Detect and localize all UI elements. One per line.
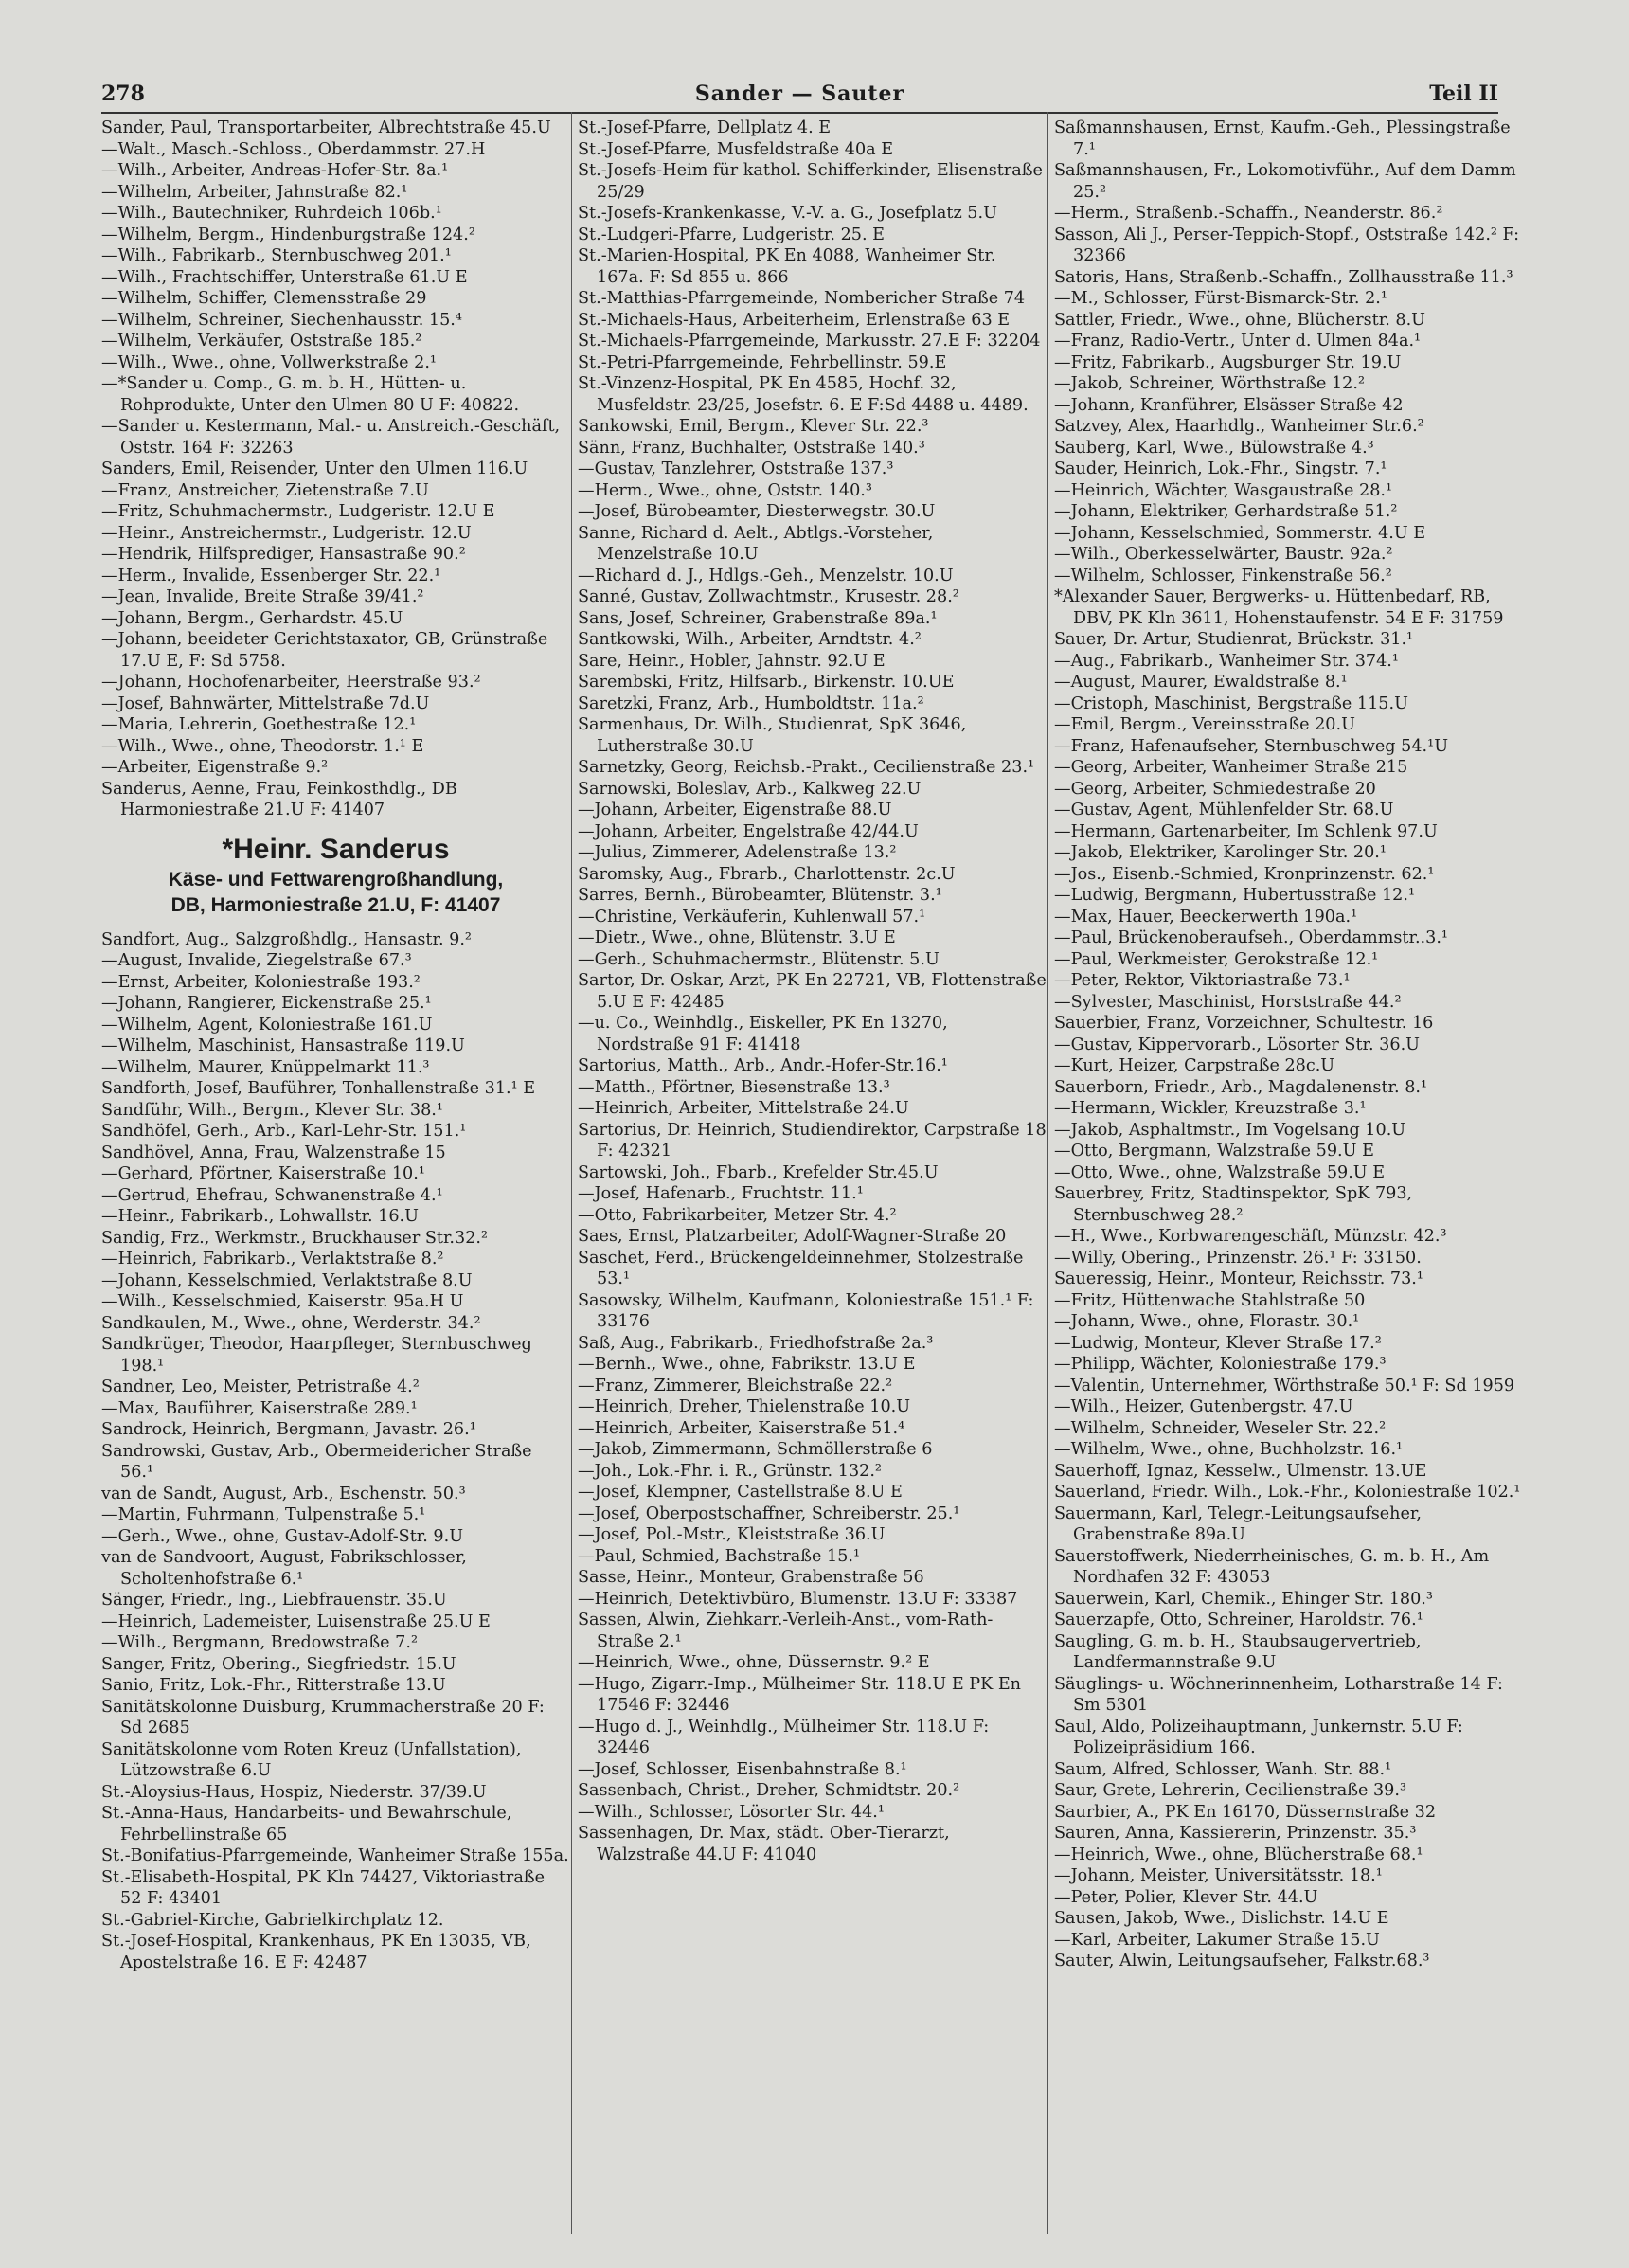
directory-entry: —Gustav, Agent, Mühlenfelder Str. 68.U <box>1054 801 1394 819</box>
directory-entry: —Johann, Arbeiter, Engelstraße 42/44.U <box>578 821 919 841</box>
directory-entry: —*Sander u. Comp., G. m. b. H., Hütten- u. Rohprodukte, Unter den Ulmen 80 U F: 40822. <box>101 374 520 415</box>
directory-entry: —Wilhelm, Schreiner, Siechenhausstr. 15.⁴ <box>101 310 462 330</box>
directory-entry: —Georg, Arbeiter, Wanheimer Straße 215 <box>1054 758 1408 777</box>
directory-entry: Saretzki, Franz, Arb., Humboldtstr. 11a.² <box>578 693 924 713</box>
directory-entry: —u. Co., Weinhdlg., Eiskeller, PK En 13270, Nordstraße 91 F: 41418 <box>578 1014 948 1054</box>
directory-entry: —Gerh., Wwe., ohne, Gustav-Adolf-Str. 9.U <box>101 1526 464 1546</box>
directory-entry: —Heinrich, Arbeiter, Kaiserstraße 51.⁴ <box>578 1418 905 1438</box>
directory-entry: St.-Josefs-Heim für kathol. Schifferkinder, Elisenstraße 25/29 <box>578 161 1043 202</box>
directory-entry: Sandführ, Wilh., Bergm., Klever Str. 38.¹ <box>101 1100 443 1120</box>
directory-entry: Sandrowski, Gustav, Arb., Obermeidericher Straße 56.¹ <box>101 1441 532 1482</box>
directory-entry: Saum, Alfred, Schlosser, Wanh. Str. 88.¹ <box>1054 1759 1392 1779</box>
directory-entry: *Alexander Sauer, Bergwerks- u. Hüttenbedarf, RB, DBV, PK Kln 3611, Hohenstaufenstr. 54 E F: 31759 <box>1054 587 1504 628</box>
directory-entry: —Gustav, Tanzlehrer, Oststraße 137.³ <box>578 459 894 478</box>
ad-business-line: Käse- und Fettwarengroßhandlung, <box>168 868 504 891</box>
directory-entry: Sander, Paul, Transportarbeiter, Albrechtstraße 45.U <box>101 118 551 137</box>
directory-entry: —Josef, Pol.-Mstr., Kleiststraße 36.U <box>578 1525 886 1544</box>
directory-entry: —Paul, Brückenoberaufseh., Oberdammstr..3.¹ <box>1054 928 1448 947</box>
directory-entry: —Aug., Fabrikarb., Wanheimer Str. 374.¹ <box>1054 651 1399 671</box>
directory-entry: Sauter, Alwin, Leitungsaufseher, Falkstr.68.³ <box>1054 1952 1430 1971</box>
directory-entry: Sanders, Emil, Reisender, Unter den Ulmen 116.U <box>101 459 528 478</box>
directory-entry: St.-Josef-Pfarre, Musfeldstraße 40a E <box>578 139 894 159</box>
directory-entry: —Herm., Invalide, Essenberger Str. 22.¹ <box>101 566 441 585</box>
directory-entry: St.-Matthias-Pfarrgemeinde, Nombericher Straße 74 <box>578 289 1026 308</box>
directory-entry: —Joh., Lok.-Fhr. i. R., Grünstr. 132.² <box>578 1461 882 1481</box>
directory-entry: —Johann, Wwe., ohne, Florastr. 30.¹ <box>1054 1312 1360 1331</box>
part-label: Teil II <box>1429 81 1498 106</box>
directory-entry: Sausen, Jakob, Wwe., Dislichstr. 14.U E <box>1054 1909 1389 1928</box>
directory-entry: —Peter, Polier, Klever Str. 44.U <box>1054 1887 1318 1907</box>
directory-entry: —Jakob, Elektriker, Karolinger Str. 20.¹ <box>1054 843 1387 862</box>
directory-entry: Sarres, Bernh., Bürobeamter, Blütenstr. 3.¹ <box>578 886 942 905</box>
directory-entry: Sandkaulen, M., Wwe., ohne, Werderstr. 34.² <box>101 1313 481 1333</box>
directory-entry: —Wilh., Kesselschmied, Kaiserstr. 95a.H U <box>101 1292 464 1311</box>
page-title: Sander — Sauter <box>694 81 905 106</box>
directory-entry: St.-Michaels-Haus, Arbeiterheim, Erlenstraße 63 E <box>578 310 1011 330</box>
directory-entry: Sare, Heinr., Hobler, Jahnstr. 92.U E <box>578 651 886 671</box>
directory-entry: —Johann, Arbeiter, Eigenstraße 88.U <box>578 801 892 819</box>
directory-entry: Sauerhoff, Ignaz, Kesselw., Ulmenstr. 13.UE <box>1054 1461 1427 1481</box>
directory-entry: —Wilh., Arbeiter, Andreas-Hofer-Str. 8a.¹ <box>101 161 449 180</box>
directory-entry: Sanne, Richard d. Aelt., Abtlgs.-Vorsteher, Menzelstraße 10.U <box>578 523 934 564</box>
page-header <box>101 81 1498 114</box>
directory-entry: —H., Wwe., Korbwarengeschäft, Münzstr. 42.³ <box>1054 1227 1447 1246</box>
directory-entry: —Franz, Hafenaufseher, Sternbuschweg 54.¹U <box>1054 736 1449 756</box>
directory-entry: —Cristoph, Maschinist, Bergstraße 115.U <box>1054 693 1408 713</box>
directory-entry: St.-Bonifatius-Pfarrgemeinde, Wanheimer Straße 155a. <box>101 1846 569 1865</box>
directory-entry: —Georg, Arbeiter, Schmiedestraße 20 <box>1054 779 1376 799</box>
directory-entry: —Philipp, Wächter, Koloniestraße 179.³ <box>1054 1355 1387 1374</box>
directory-entry: —Peter, Rektor, Viktoriastraße 73.¹ <box>1054 971 1351 990</box>
directory-entry: Satzvey, Alex, Haarhdlg., Wanheimer Str.6.² <box>1054 417 1424 436</box>
directory-entry: —Paul, Werkmeister, Gerokstraße 12.¹ <box>1054 949 1379 969</box>
directory-entry: —Ludwig, Bergmann, Hubertusstraße 12.¹ <box>1054 886 1416 905</box>
directory-entry: van de Sandvoort, August, Fabrikschlosser, Scholtenhofstraße 6.¹ <box>101 1548 467 1589</box>
directory-entry: —Hugo, Zigarr.-Imp., Mülheimer Str. 118.U E PK En 17546 F: 32446 <box>578 1674 1022 1715</box>
directory-entry: —Wilh., Fabrikarb., Sternbuschweg 201.¹ <box>101 246 452 265</box>
directory-entry: —August, Maurer, Ewaldstraße 8.¹ <box>1054 673 1348 692</box>
directory-entry: —Max, Hauer, Beeckerwerth 190a.¹ <box>1054 907 1358 927</box>
directory-entry: —Jakob, Zimmermann, Schmöllerstraße 6 <box>578 1440 933 1459</box>
directory-entry: —Otto, Bergmann, Walzstraße 59.U E <box>1054 1142 1374 1161</box>
directory-entry: —Martin, Fuhrmann, Tulpenstraße 5.¹ <box>101 1505 426 1524</box>
directory-entry: —Heinr., Fabrikarb., Lohwallstr. 16.U <box>101 1207 419 1226</box>
directory-entry: Sarnowski, Boleslav, Arb., Kalkweg 22.U <box>578 779 922 799</box>
directory-entry: —Emil, Bergm., Vereinsstraße 20.U <box>1054 715 1355 734</box>
directory-entry: —Heinrich, Wwe., ohne, Blücherstraße 68.¹ <box>1054 1845 1423 1864</box>
column-2-entries <box>578 117 1047 1865</box>
directory-entry: St.-Michaels-Pfarrgemeinde, Markusstr. 27.E F: 32204 <box>578 332 1041 351</box>
directory-entry: Sasson, Ali J., Perser-Teppich-Stopf., Oststraße 142.² F: 32366 <box>1054 225 1520 265</box>
directory-entry: —Wilhelm, Schlosser, Finkenstraße 56.² <box>1054 566 1392 585</box>
column-2 <box>578 117 1047 2240</box>
directory-entry: Sänger, Friedr., Ing., Liebfrauenstr. 35.U <box>101 1591 447 1610</box>
directory-entry: Sauermann, Karl, Telegr.-Leitungsaufseher, Grabenstraße 89a.U <box>1054 1503 1422 1544</box>
directory-entry: St.-Josef-Hospital, Krankenhaus, PK En 13035, VB, Apostelstraße 16. E F: 42487 <box>101 1932 531 1972</box>
directory-entry: St.-Anna-Haus, Handarbeits- und Bewahrschule, Fehrbellinstraße 65 <box>101 1804 512 1845</box>
directory-entry: Saurbier, A., PK En 16170, Düssernstraße 32 <box>1054 1802 1437 1822</box>
directory-entry: —Johann, Rangierer, Eickenstraße 25.¹ <box>101 994 432 1013</box>
directory-entry: —Wilhelm, Maurer, Knüppelmarkt 11.³ <box>101 1057 430 1077</box>
directory-entry: Saueressig, Heinr., Monteur, Reichsstr. 73.¹ <box>1054 1269 1423 1288</box>
directory-entry: —Gustav, Kippervorarb., Lösorter Str. 36.U <box>1054 1035 1420 1054</box>
directory-entry: —Wilh., Schlosser, Lösorter Str. 44.¹ <box>578 1802 885 1822</box>
directory-entry: Saur, Grete, Lehrerin, Cecilienstraße 39.³ <box>1054 1781 1407 1800</box>
directory-entry: Sauerzapfe, Otto, Schreiner, Haroldstr. 76.¹ <box>1054 1611 1423 1629</box>
directory-entry: —Richard d. J., Hdlgs.-Geh., Menzelstr. 10.U <box>578 566 954 585</box>
directory-entry: —Jakob, Schreiner, Wörthstraße 12.² <box>1054 374 1366 393</box>
directory-entry: —Ernst, Arbeiter, Koloniestraße 193.² <box>101 972 421 992</box>
directory-entry: —Fritz, Hüttenwache Stahlstraße 50 <box>1054 1290 1366 1310</box>
directory-entry: —Heinr., Anstreichermstr., Ludgeristr. 12.U <box>101 523 472 543</box>
directory-entry: —Herm., Wwe., ohne, Oststr. 140.³ <box>578 480 872 500</box>
directory-entry: Sauren, Anna, Kassiererin, Prinzenstr. 35.³ <box>1054 1824 1417 1843</box>
directory-entry: —Johann, Kesselschmied, Verlaktstraße 8.U <box>101 1270 473 1290</box>
directory-entry: —Josef, Bürobeamter, Diesterwegstr. 30.U <box>578 502 936 521</box>
directory-entry: —Fritz, Fabrikarb., Augsburger Str. 19.U <box>1054 352 1402 372</box>
directory-entry: —Wilhelm, Verkäufer, Oststraße 185.² <box>101 332 422 351</box>
directory-entry: St.-Vinzenz-Hospital, PK En 4585, Hochf. 32, Musfeldstr. 23/25, Josefstr. 6. E F:Sd 4488 u. 4489. <box>578 374 1029 415</box>
directory-entry: —Walt., Masch.-Schloss., Oberdammstr. 27.H <box>101 139 486 159</box>
column-1-entries-top <box>101 117 570 821</box>
ad-address-line: DB, Harmoniestraße 21.U, F: 41407 <box>170 893 501 916</box>
directory-entry: —Jakob, Asphaltmstr., Im Vogelsang 10.U <box>1054 1120 1406 1140</box>
directory-entry: Sauer, Dr. Artur, Studienrat, Brückstr. 31.¹ <box>1054 630 1414 649</box>
directory-entry: Sauerstoffwerk, Niederrheinisches, G. m. b. H., Am Nordhafen 32 F: 43053 <box>1054 1546 1490 1587</box>
directory-entry: Sankowski, Emil, Bergm., Klever Str. 22.³ <box>578 417 929 436</box>
directory-entry: Sänn, Franz, Buchhalter, Oststraße 140.³ <box>578 438 925 458</box>
directory-entry: St.-Josef-Pfarre, Dellplatz 4. E <box>578 118 832 137</box>
directory-entry: Sandig, Frz., Werkmstr., Bruckhauser Str.32.² <box>101 1228 489 1248</box>
directory-entry: St.-Josefs-Krankenkasse, V.-V. a. G., Josefplatz 5.U <box>578 204 997 223</box>
directory-entry: Sanitätskolonne Duisburg, Krummacherstraße 20 F: Sd 2685 <box>101 1697 545 1737</box>
directory-entry: —Maria, Lehrerin, Goethestraße 12.¹ <box>101 715 417 734</box>
directory-entry: Sandrock, Heinrich, Bergmann, Javastr. 26.¹ <box>101 1420 476 1439</box>
directory-entry: Sanio, Fritz, Lok.-Fhr., Ritterstraße 13.U <box>101 1676 446 1695</box>
header-rule <box>101 112 1498 114</box>
directory-entry: —Bernh., Wwe., ohne, Fabrikstr. 13.U E <box>578 1355 916 1374</box>
directory-entry: Saugling, G. m. b. H., Staubsaugervertrieb, Landfermannstraße 9.U <box>1054 1631 1422 1672</box>
directory-entry: Sarembski, Fritz, Hilfsarb., Birkenstr. 10.UE <box>578 673 955 692</box>
directory-entry: —Wilh., Frachtschiffer, Unterstraße 61.U E <box>101 267 468 287</box>
directory-entry: —Fritz, Schuhmachermstr., Ludgeristr. 12.U E <box>101 502 495 521</box>
directory-entry: Sassen, Alwin, Ziehkarr.-Verleih-Anst., vom-Rath-Straße 2.¹ <box>578 1611 994 1651</box>
directory-entry: Sarnetzky, Georg, Reichsb.-Prakt., Cecilienstraße 23.¹ <box>578 758 1035 777</box>
directory-entry: —Gerh., Schuhmachermstr., Blütenstr. 5.U <box>578 949 940 969</box>
directory-entry: —Sylvester, Maschinist, Horststraße 44.² <box>1054 992 1402 1012</box>
directory-entry: Sanitätskolonne vom Roten Kreuz (Unfallstation), Lützowstraße 6.U <box>101 1739 522 1780</box>
directory-entry: Sauerland, Friedr. Wilh., Lok.-Fhr., Koloniestraße 102.¹ <box>1054 1483 1521 1502</box>
directory-entry: —Ludwig, Monteur, Klever Straße 17.² <box>1054 1333 1382 1353</box>
directory-entry: —Otto, Wwe., ohne, Walzstraße 59.U E <box>1054 1162 1386 1182</box>
directory-entry: —Gerhard, Pförtner, Kaiserstraße 10.¹ <box>101 1164 425 1183</box>
directory-entry: van de Sandt, August, Arb., Eschenstr. 50.³ <box>101 1484 466 1503</box>
directory-entry: Sartorius, Dr. Heinrich, Studiendirektor, Carpstraße 18 F: 42321 <box>578 1120 1047 1161</box>
directory-entry: —Wilhelm, Agent, Koloniestraße 161.U <box>101 1015 433 1035</box>
directory-entry: —Wilhelm, Bergm., Hindenburgstraße 124.² <box>101 225 475 244</box>
directory-entry: Sauerbier, Franz, Vorzeichner, Schultestr. 16 <box>1054 1014 1434 1033</box>
directory-entry: —Wilh., Bergmann, Bredowstraße 7.² <box>101 1633 419 1652</box>
directory-entry: —Dietr., Wwe., ohne, Blütenstr. 3.U E <box>578 928 896 947</box>
directory-entry: —Johann, Bergm., Gerhardstr. 45.U <box>101 608 403 628</box>
directory-entry: Sans, Josef, Schreiner, Grabenstraße 89a.¹ <box>578 608 938 628</box>
directory-entry: —Julius, Zimmerer, Adelenstraße 13.² <box>578 843 897 862</box>
directory-entry: —Heinrich, Wächter, Wasgaustraße 28.¹ <box>1054 480 1393 500</box>
directory-entry: Saul, Aldo, Polizeihauptmann, Junkernstr. 5.U F: Polizeipräsidium 166. <box>1054 1717 1463 1757</box>
directory-entry: —Wilh., Heizer, Gutenbergstr. 47.U <box>1054 1397 1353 1416</box>
directory-entry: Sanderus, Aenne, Frau, Feinkosthdlg., DB Harmoniestraße 21.U F: 41407 <box>101 779 457 819</box>
directory-entry: —Josef, Klempner, Castellstraße 8.U E <box>578 1483 903 1502</box>
directory-entry: Sartor, Dr. Oskar, Arzt, PK En 22721, VB, Flottenstraße 5.U E F: 42485 <box>578 971 1047 1012</box>
directory-entry: —Johann, Kesselschmied, Sommerstr. 4.U E <box>1054 523 1426 543</box>
directory-entry: Santkowski, Wilh., Arbeiter, Arndtstr. 4.² <box>578 630 922 649</box>
directory-entry: —Wilh., Bautechniker, Ruhrdeich 106b.¹ <box>101 204 442 223</box>
directory-entry: —Karl, Arbeiter, Lakumer Straße 15.U <box>1054 1930 1380 1950</box>
advertisement <box>101 833 570 918</box>
directory-entry: —Josef, Schlosser, Eisenbahnstraße 8.¹ <box>578 1759 907 1779</box>
directory-entry: Saßmannshausen, Fr., Lokomotivführ., Auf dem Damm 25.² <box>1054 161 1516 202</box>
directory-entry: —Wilhelm, Schneider, Weseler Str. 22.² <box>1054 1418 1387 1438</box>
directory-entry: —Wilh., Wwe., ohne, Vollwerkstraße 2.¹ <box>101 352 437 372</box>
column-1-entries-bottom <box>101 929 570 1974</box>
directory-entry: Sanné, Gustav, Zollwachtmstr., Krusestr. 28.² <box>578 587 959 606</box>
directory-entry: Säuglings- u. Wöchnerinnenheim, Lotharstraße 14 F: Sm 5301 <box>1054 1674 1503 1715</box>
column-3-entries <box>1054 117 1523 1972</box>
directory-entry: —Johann, Meister, Universitätsstr. 18.¹ <box>1054 1866 1383 1885</box>
directory-entry: —Matth., Pförtner, Biesenstraße 13.³ <box>578 1077 890 1097</box>
directory-entry: Sarmenhaus, Dr. Wilh., Studienrat, SpK 3646, Lutherstraße 30.U <box>578 715 967 756</box>
directory-entry: —Johann, Kranführer, Elsässer Straße 42 <box>1054 395 1404 415</box>
column-3 <box>1054 117 1523 2240</box>
directory-entry: —Paul, Schmied, Bachstraße 15.¹ <box>578 1546 861 1566</box>
directory-entry: —Heinrich, Lademeister, Luisenstraße 25.U E <box>101 1611 491 1631</box>
directory-entry: —Otto, Fabrikarbeiter, Metzer Str. 4.² <box>578 1205 897 1225</box>
directory-entry: —Johann, Hochofenarbeiter, Heerstraße 93.² <box>101 673 481 692</box>
directory-entry: Saßmannshausen, Ernst, Kaufm.-Geh., Plessingstraße 7.¹ <box>1054 118 1511 159</box>
directory-entry: —Hermann, Wickler, Kreuzstraße 3.¹ <box>1054 1099 1367 1118</box>
directory-entry: —Wilh., Wwe., ohne, Theodorstr. 1.¹ E <box>101 736 424 756</box>
directory-entry: —Wilhelm, Schiffer, Clemensstraße 29 <box>101 289 427 308</box>
directory-entry: Sauberg, Karl, Wwe., Bülowstraße 4.³ <box>1054 438 1374 458</box>
directory-entry: —Franz, Radio-Vertr., Unter d. Ulmen 84a.¹ <box>1054 332 1422 351</box>
directory-entry: Sattler, Friedr., Wwe., ohne, Blücherstr. 8.U <box>1054 310 1426 330</box>
directory-entry: —Franz, Anstreicher, Zietenstraße 7.U <box>101 480 429 500</box>
directory-entry: —Christine, Verkäuferin, Kuhlenwall 57.¹ <box>578 907 926 927</box>
directory-entry: St.-Aloysius-Haus, Hospiz, Niederstr. 37/39.U <box>101 1782 487 1802</box>
directory-entry: Sauerbrey, Fritz, Stadtinspektor, SpK 793, Sternbuschweg 28.² <box>1054 1184 1413 1225</box>
directory-entry: —Jean, Invalide, Breite Straße 39/41.² <box>101 587 424 606</box>
directory-entry: Sasse, Heinr., Monteur, Grabenstraße 56 <box>578 1568 924 1587</box>
directory-entry: —Josef, Hafenarb., Fruchtstr. 11.¹ <box>578 1184 864 1203</box>
directory-entry: —Johann, beeideter Gerichtstaxator, GB, Grünstraße 17.U E, F: Sd 5758. <box>101 630 548 671</box>
directory-entry: Sassenhagen, Dr. Max, städt. Ober-Tierarzt, Walzstraße 44.U F: 41040 <box>578 1824 950 1864</box>
directory-entry: —Hendrik, Hilfsprediger, Hansastraße 90.² <box>101 545 466 564</box>
directory-entry: Saschet, Ferd., Brückengeldeinnehmer, Stolzestraße 53.¹ <box>578 1248 1024 1288</box>
directory-entry: —Sander u. Kestermann, Mal.- u. Anstreich.-Geschäft, Oststr. 164 F: 32263 <box>101 417 561 458</box>
column-1 <box>101 117 570 2240</box>
directory-entry: —Franz, Zimmerer, Bleichstraße 22.² <box>578 1376 893 1395</box>
directory-entry: —Hugo d. J., Weinhdlg., Mülheimer Str. 118.U F: 32446 <box>578 1717 990 1757</box>
directory-entry: —Jos., Eisenb.-Schmied, Kronprinzenstr. 62.¹ <box>1054 864 1435 884</box>
directory-entry: St.-Ludgeri-Pfarre, Ludgeristr. 25. E <box>578 225 886 244</box>
directory-entry: —Herm., Straßenb.-Schaffn., Neanderstr. 86.² <box>1054 204 1443 223</box>
directory-entry: —Wilhelm, Maschinist, Hansastraße 119.U <box>101 1036 465 1055</box>
directory-entry: —Hermann, Gartenarbeiter, Im Schlenk 97.U <box>1054 821 1438 841</box>
directory-entry: Sauder, Heinrich, Lok.-Fhr., Singstr. 7.¹ <box>1054 459 1387 478</box>
directory-entry: —Josef, Bahnwärter, Mittelstraße 7d.U <box>101 693 430 713</box>
directory-entry: —Wilh., Oberkesselwärter, Baustr. 92a.² <box>1054 545 1393 564</box>
directory-entry: —Wilhelm, Wwe., ohne, Buchholzstr. 16.¹ <box>1054 1440 1404 1459</box>
directory-entry: Sandfort, Aug., Salzgroßhdlg., Hansastr. 9.² <box>101 929 472 949</box>
directory-entry: —Heinrich, Arbeiter, Mittelstraße 24.U <box>578 1099 909 1118</box>
directory-entry: Sasowsky, Wilhelm, Kaufmann, Koloniestraße 151.¹ F: 33176 <box>578 1290 1034 1331</box>
directory-entry: Sandhöfel, Gerh., Arb., Karl-Lehr-Str. 151.¹ <box>101 1122 467 1141</box>
directory-entry: —August, Invalide, Ziegelstraße 67.³ <box>101 951 412 970</box>
directory-entry: —Johann, Elektriker, Gerhardstraße 51.² <box>1054 502 1398 521</box>
directory-entry: Sauerwein, Karl, Chemik., Ehinger Str. 180.³ <box>1054 1589 1433 1609</box>
column-divider <box>1047 112 1048 2234</box>
directory-entry: —M., Schlosser, Fürst-Bismarck-Str. 2.¹ <box>1054 289 1387 308</box>
directory-entry: —Gertrud, Ehefrau, Schwanenstraße 4.¹ <box>101 1185 443 1205</box>
directory-entry: —Heinrich, Wwe., ohne, Düssernstr. 9.² E <box>578 1653 930 1672</box>
directory-entry: Sandkrüger, Theodor, Haarpfleger, Sternbuschweg 198.¹ <box>101 1335 532 1376</box>
directory-entry: St.-Petri-Pfarrgemeinde, Fehrbellinstr. 59.E <box>578 352 947 372</box>
directory-entry: Sartorius, Matth., Arb., Andr.-Hofer-Str.16.¹ <box>578 1056 948 1075</box>
directory-entry: Sanger, Fritz, Obering., Siegfriedstr. 15.U <box>101 1654 456 1674</box>
directory-entry: —Heinrich, Fabrikarb., Verlaktstraße 8.² <box>101 1250 444 1269</box>
directory-entry: —Josef, Oberpostschaffner, Schreiberstr. 25.¹ <box>578 1503 960 1523</box>
directory-entry: —Willy, Obering., Prinzenstr. 26.¹ F: 33150. <box>1054 1248 1422 1268</box>
directory-entry: Sauerborn, Friedr., Arb., Magdalenenstr. 8.¹ <box>1054 1077 1428 1097</box>
directory-entry: —Heinrich, Detektivbüro, Blumenstr. 13.U F: 33387 <box>578 1589 1018 1609</box>
directory-entry: St.-Elisabeth-Hospital, PK Kln 74427, Viktoriastraße 52 F: 43401 <box>101 1867 545 1908</box>
directory-entry: —Wilhelm, Arbeiter, Jahnstraße 82.¹ <box>101 182 408 202</box>
directory-entry: —Kurt, Heizer, Carpstraße 28c.U <box>1054 1056 1335 1075</box>
directory-entry: —Valentin, Unternehmer, Wörthstraße 50.¹ F: Sd 1959 <box>1054 1376 1515 1395</box>
directory-entry: Saß, Aug., Fabrikarb., Friedhofstraße 2a.³ <box>578 1333 934 1353</box>
directory-entry: Sartowski, Joh., Fbarb., Krefelder Str.45.U <box>578 1162 939 1182</box>
directory-entry: Saromsky, Aug., Fbrarb., Charlottenstr. 2c.U <box>578 864 956 884</box>
directory-entry: Saes, Ernst, Platzarbeiter, Adolf-Wagner-Straße 20 <box>578 1227 1007 1246</box>
directory-entry: Sandhövel, Anna, Frau, Walzenstraße 15 <box>101 1143 446 1162</box>
directory-entry: Satoris, Hans, Straßenb.-Schaffn., Zollhausstraße 11.³ <box>1054 267 1513 287</box>
column-divider <box>571 112 572 2234</box>
directory-entry: —Heinrich, Dreher, Thielenstraße 10.U <box>578 1397 911 1416</box>
directory-entry: —Arbeiter, Eigenstraße 9.² <box>101 758 329 777</box>
directory-entry: —Max, Bauführer, Kaiserstraße 289.¹ <box>101 1398 418 1418</box>
directory-entry: Sandner, Leo, Meister, Petristraße 4.² <box>101 1377 420 1396</box>
directory-entry: St.-Marien-Hospital, PK En 4088, Wanheimer Str. 167a. F: Sd 855 u. 866 <box>578 246 996 287</box>
directory-entry: Sandforth, Josef, Bauführer, Tonhallenstraße 31.¹ E <box>101 1079 536 1098</box>
directory-entry: Sassenbach, Christ., Dreher, Schmidtstr. 20.² <box>578 1781 960 1800</box>
ad-company-name: *Heinr. Sanderus <box>222 833 450 865</box>
page-number: 278 <box>101 81 145 106</box>
directory-entry: St.-Gabriel-Kirche, Gabrielkirchplatz 12. <box>101 1910 444 1930</box>
